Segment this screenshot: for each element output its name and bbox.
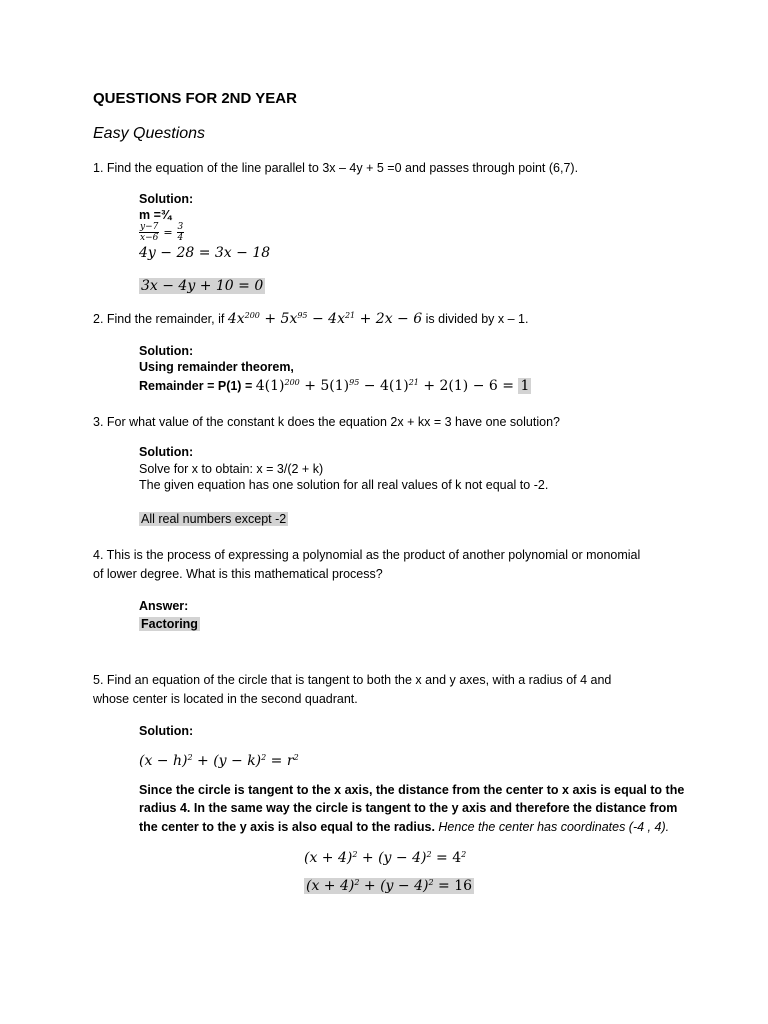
q2-r-b-exp: 95 [349,378,360,387]
q1-frac-den-right: 4 [177,233,184,243]
q2-r-a: 4(1) [255,378,285,394]
q5-gf-c: = r [266,753,294,769]
q4-answer-row [139,615,200,633]
q2-r-b: + 5(1) [299,378,350,394]
q5-eq1-b-exp: 2 [426,850,432,859]
q2-r-c-exp: 21 [408,378,419,387]
q2-remainder-expression [256,378,532,394]
q2-polynomial [228,311,422,327]
question-3: 3. For what value of the constant k does the equation 2x + kx = 3 have one solution? [93,415,560,429]
q2-poly-c-exp: 21 [344,311,356,320]
q2-r-c: − 4(1) [359,378,409,394]
q5-explain-line-3: the center to the y axis is also equal to the radius. [139,820,435,834]
q2-remainder-prefix: Remainder = P(1) = [139,379,253,393]
q5-explain-line-1: Since the circle is tangent to the x axis, the distance from the center to x axis is equal to the [139,783,685,797]
q2-poly-c: − 4x [307,311,345,327]
q5-eq2-a: (x + 4) [306,878,355,894]
question-5-line-2: whose center is located in the second quadrant. [93,692,358,706]
question-1: 1. Find the equation of the line parallel to 3x – 4y + 5 =0 and passes through point (6,7). [93,161,579,175]
q2-poly-b: + 5x [259,311,298,327]
q5-gf-a-exp: 2 [187,753,193,762]
q4-answer-label: Answer: [139,599,189,613]
q2-question-suffix: is divided by x – 1. [425,312,529,326]
q1-fraction-equation [139,222,184,243]
section-subtitle: Easy Questions [93,125,206,142]
q5-eq2-b: + (y − 4) [359,878,429,894]
q5-eq1-b: + (y − 4) [357,850,427,866]
q2-poly-d: + 2x − 6 [355,311,423,327]
q2-solution-label: Solution: [139,344,194,358]
q3-solution-label: Solution: [139,445,194,459]
q1-answer: 3x − 4y + 10 = 0 [141,278,264,294]
q4-answer: Factoring [141,617,198,631]
q2-method: Using remainder theorem, [139,360,294,374]
q3-answer: All real numbers except -2 [141,512,287,526]
q5-gf-a: (x − h) [139,753,188,769]
q2-r-a-exp: 200 [284,378,300,387]
q5-explain-line-2: radius 4. In the same way the circle is tangent to the y axis and therefore the distance from [139,801,678,815]
q1-frac-equals: = [163,226,173,239]
q3-step-2: The given equation has one solution for all real values of k not equal to -2. [139,478,549,492]
q5-eq2-b-exp: 2 [428,878,434,887]
q2-poly-b-exp: 95 [297,311,308,320]
q2-r-d: + 2(1) − 6 = [418,378,514,394]
question-4-line-1: 4. This is the process of expressing a polynomial as the product of another polynomial or monomial [93,548,641,562]
q1-answer-row [139,277,265,295]
q1-solution-label: Solution: [139,192,194,206]
q5-gf-c-exp: 2 [293,753,299,762]
q5-eq1-a-exp: 2 [352,850,358,859]
q5-gf-b: + (y − k) [192,753,262,769]
q2-question-prefix: 2. Find the remainder, if [93,312,225,326]
q1-frac-num-left: y−7 [140,222,159,232]
q5-equation-1 [304,849,466,867]
page-title: QUESTIONS FOR 2ND YEAR [93,90,297,107]
q5-answer [304,878,474,894]
q5-general-form [139,752,299,770]
q2-remainder-row [139,377,531,395]
q5-explain-line-3-row [139,818,669,836]
q5-answer-row [304,877,474,895]
q3-step-1: Solve for x to obtain: x = 3/(2 + k) [139,462,324,476]
q3-answer-row [139,510,288,528]
q2-answer: 1 [520,378,530,394]
q5-gf-b-exp: 2 [261,753,267,762]
q5-eq2-a-exp: 2 [354,878,360,887]
q1-step: 4y − 28 = 3x − 18 [139,245,271,261]
q5-eq1-c-exp: 2 [461,850,467,859]
q5-eq1-c: = 4 [431,850,462,866]
q2-poly-a-exp: 200 [244,311,260,320]
q5-solution-label: Solution: [139,724,194,738]
q1-frac-den-left: x−6 [140,233,159,243]
question-4-line-2: of lower degree. What is this mathematical process? [93,567,383,581]
q5-eq2-c: = 16 [433,878,473,894]
question-2 [93,310,528,328]
q2-poly-a: 4x [227,311,245,327]
q1-slope: m =¾ [139,208,172,222]
q5-explain-italic: Hence the center has coordinates (-4 , 4). [438,820,670,834]
question-5-line-1: 5. Find an equation of the circle that is tangent to both the x and y axes, with a radius of 4 and [93,673,612,687]
q1-frac-num-right: 3 [177,222,184,232]
q5-eq1-a: (x + 4) [304,850,353,866]
